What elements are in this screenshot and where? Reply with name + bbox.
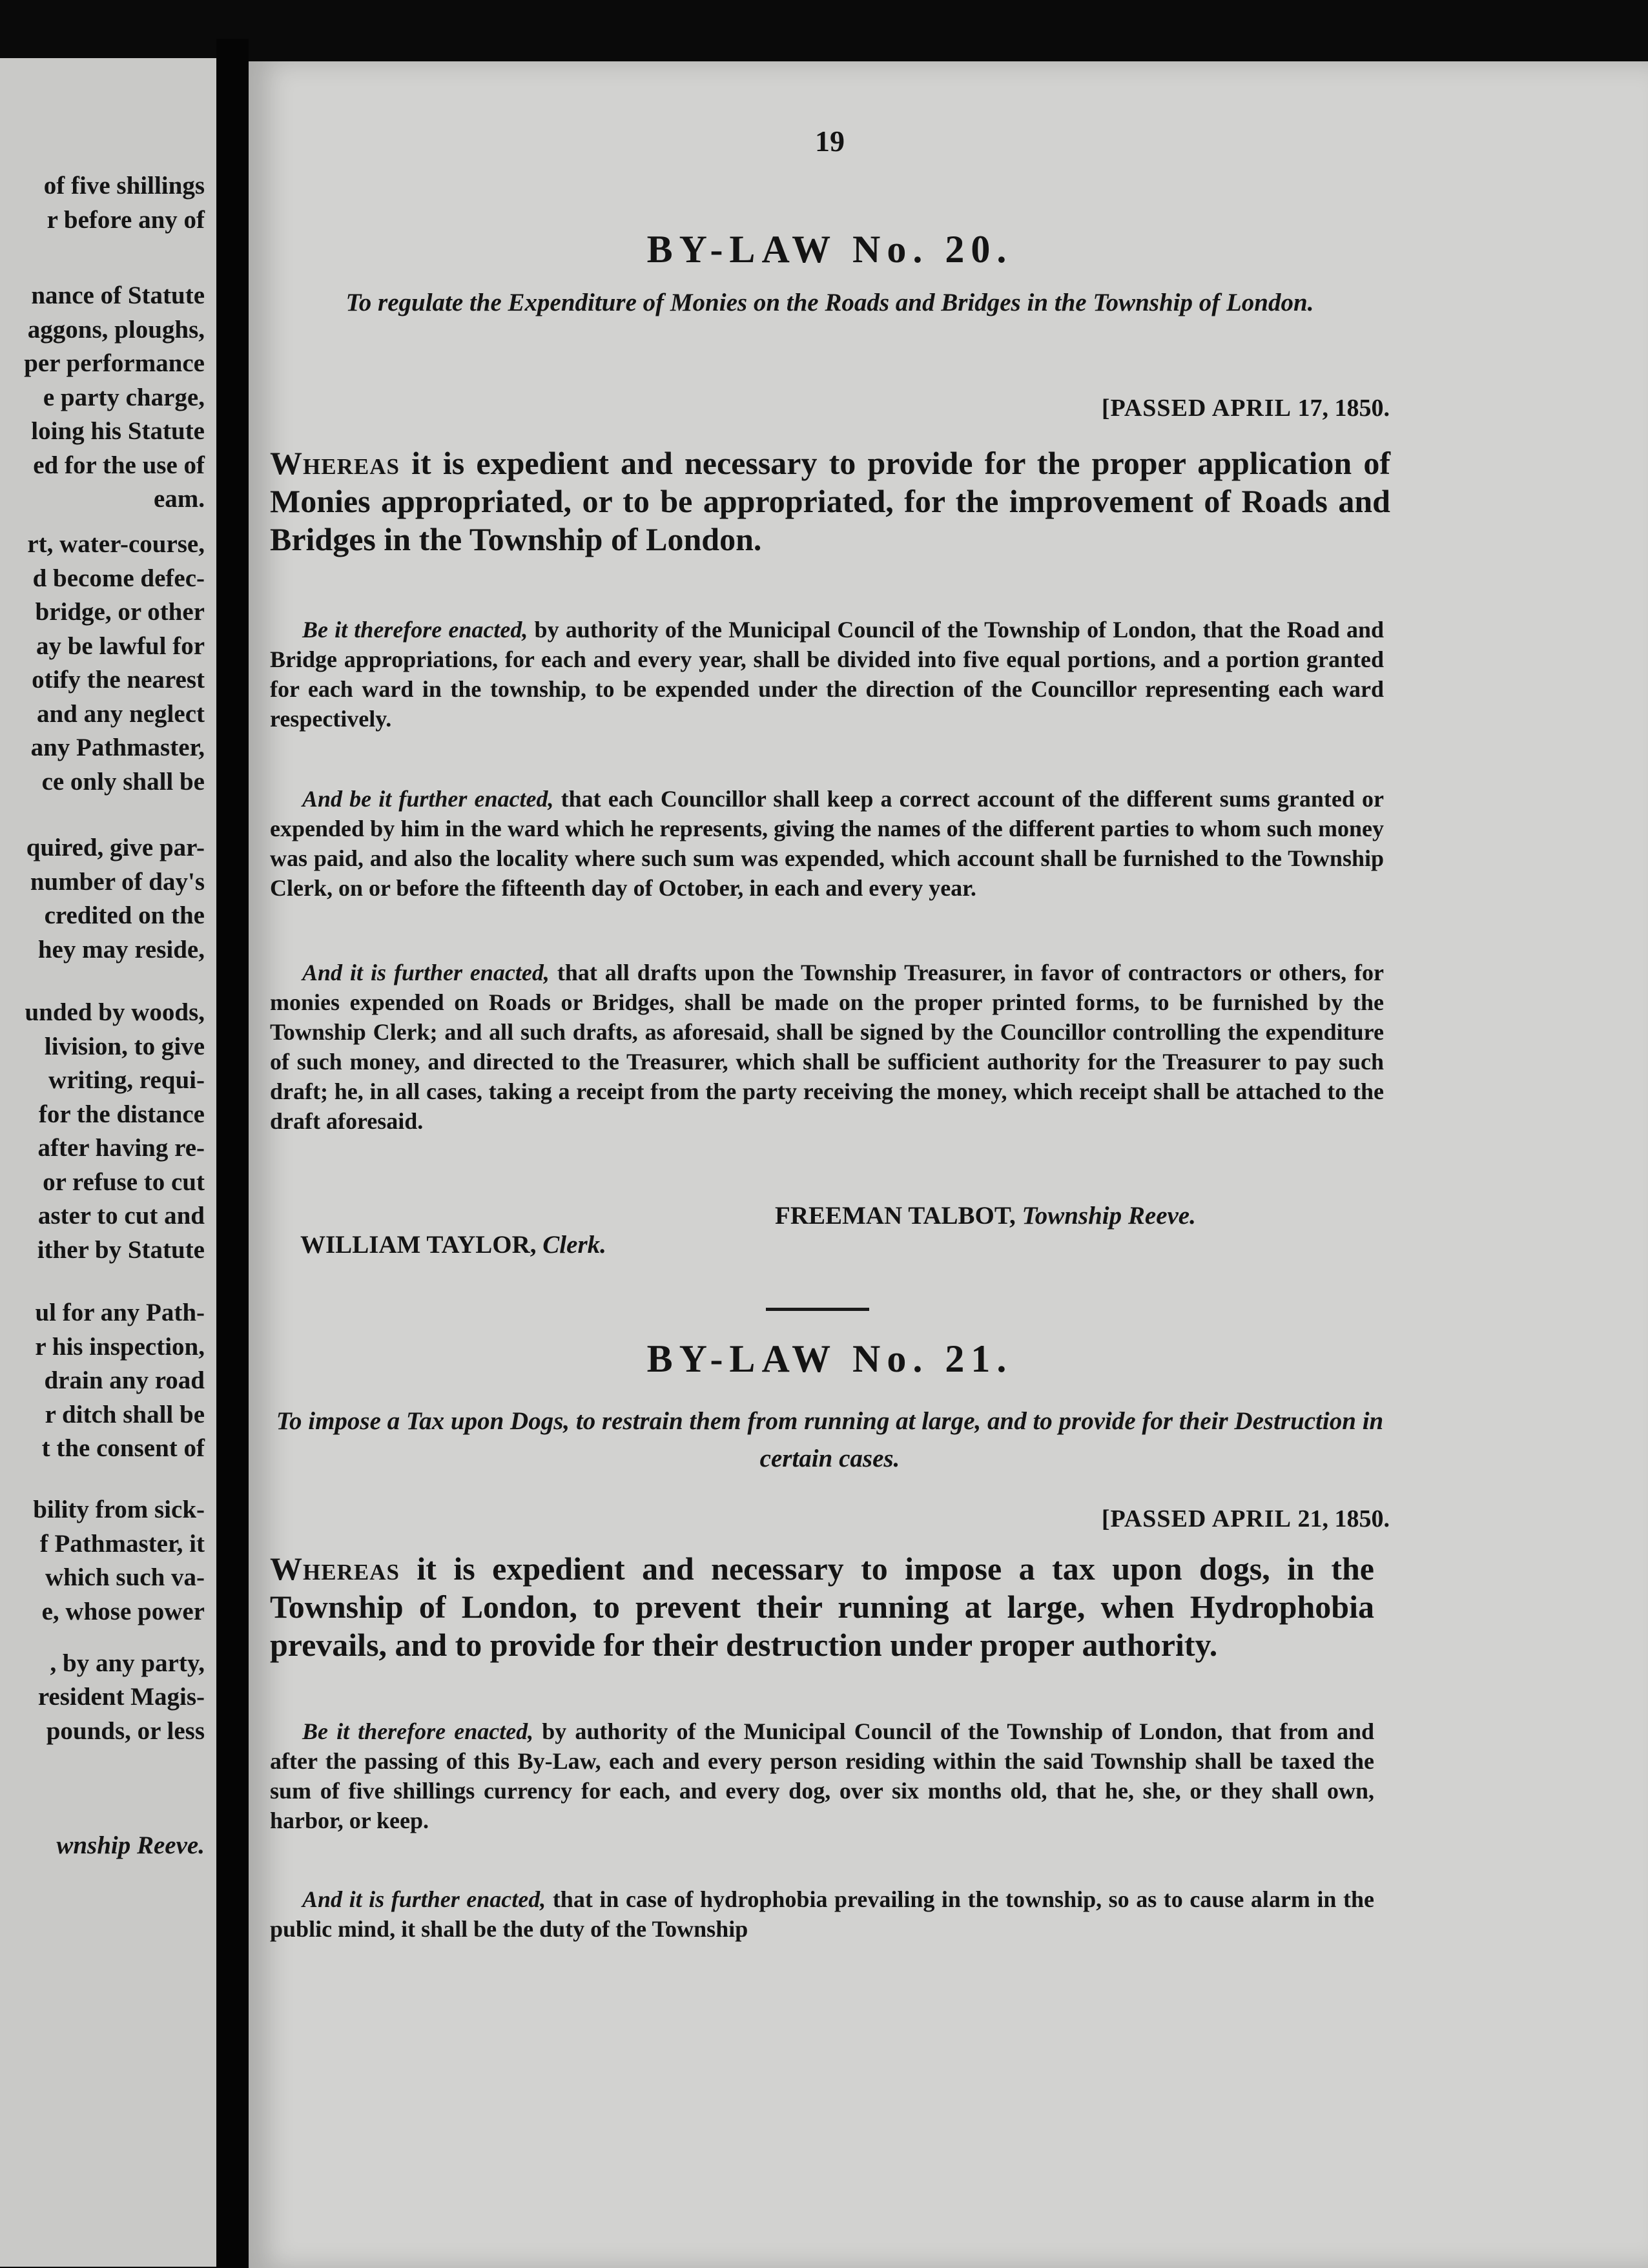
previous-page-line: rt, water-course,	[27, 530, 205, 558]
previous-page-line: ul for any Path-	[35, 1299, 205, 1326]
previous-page-line: of five shillings	[43, 172, 205, 200]
previous-page-line: eam.	[153, 485, 205, 513]
previous-page-line: ither by Statute	[37, 1236, 205, 1264]
bylaw-20-paragraph-3: And it is further enacted, that all drafts upon the Township Treasurer, in favor of contractors or others, for monies expended on Roads or Bridges, shall be made on the proper printed forms, to be furnished by the Township Clerk; and all such drafts, as aforesaid, shall be signed by the Councillor controlling the expenditure of such money, and directed to the Treasurer, which shall be sufficient authority for the Treasurer to pay such draft; he, in all cases, taking a receipt from the party receiving the money, which receipt shall be attached to the draft aforesaid.	[270, 960, 1384, 1134]
page-number: 19	[815, 125, 845, 158]
bylaw-20-passed-date: [PASSED APRIL 17, 1850.	[1101, 395, 1390, 422]
bylaw-20-paragraph-2: And be it further enacted, that each Councillor shall keep a correct account of the different sums granted or expended by him in the ward which he represents, giving the names of the different parties to whom such money was paid, and also the locality where such sum was expended, which account shall be furnished to the Township Clerk, on or before the fifteenth day of October, in each and every year.	[270, 786, 1384, 901]
previous-page-line: t the consent of	[41, 1434, 205, 1462]
bylaw-21-paragraph-2: And it is further enacted, that in case of hydrophobia prevailing in the township, so as to cause alarm in the public mind, it shall be the duty of the Township	[270, 1886, 1374, 1942]
previous-page-line: aster to cut and	[37, 1202, 205, 1230]
previous-page-line: bridge, or other	[35, 598, 205, 626]
previous-page-line: wnship Reeve.	[56, 1831, 205, 1859]
bylaw-21-paragraph-1: Be it therefore enacted, by authority of the Municipal Council of the Township of London, that from and after the passing of this By-Law, each and every person residing within the said Township shall be taxed the sum of five shillings currency for each, and every dog, over six months old, that he, she, or they shall own, harbor, or keep.	[270, 1718, 1374, 1833]
book-gutter	[216, 39, 249, 2268]
previous-page-line: ay be lawful for	[36, 632, 205, 660]
previous-page-line: or refuse to cut	[43, 1168, 205, 1196]
previous-page-line: per performance	[24, 349, 205, 377]
previous-page-line: f Pathmaster, it	[39, 1530, 205, 1558]
bylaw-21-passed-date: [PASSED APRIL 21, 1850.	[1101, 1505, 1390, 1532]
previous-page-line: after having re-	[37, 1134, 205, 1162]
clerk-signature: WILLIAM TAYLOR, Clerk.	[300, 1231, 606, 1259]
bylaw-20-paragraph-1: Be it therefore enacted, by authority of the Municipal Council of the Township of London, that the Road and Bridge appropriations, for each and every year, shall be divided into five equal portions, and a portion granted for each ward in the township, to be expended under the direction of the Councillor representing each ward respectively.	[270, 617, 1384, 732]
previous-page-line: hey may reside,	[37, 936, 205, 964]
previous-page-line: r ditch shall be	[45, 1401, 205, 1428]
previous-page-line: and any neglect	[36, 700, 205, 728]
previous-page-line: number of day's	[30, 868, 205, 896]
reeve-signature: FREEMAN TALBOT, Township Reeve.	[775, 1202, 1196, 1230]
bylaw-21-title: BY-LAW No. 21.	[646, 1337, 1013, 1380]
previous-page-line: which such va-	[45, 1563, 205, 1591]
previous-page-line: e, whose power	[41, 1598, 205, 1625]
previous-page-line: resident Magis-	[37, 1683, 205, 1711]
previous-page-line: ed for the use of	[33, 451, 205, 479]
previous-page-line: d become defec-	[32, 564, 205, 592]
previous-page-line: writing, requi-	[48, 1066, 205, 1094]
previous-page-line: quired, give par-	[26, 834, 205, 861]
previous-page-line: r before any of	[46, 206, 205, 234]
previous-page-line: ce only shall be	[41, 768, 205, 796]
bylaw-20-title: BY-LAW No. 20.	[646, 228, 1013, 271]
previous-page-line: nance of Statute	[31, 282, 205, 309]
previous-page-line: any Pathmaster,	[30, 734, 205, 761]
previous-page-line: unded by woods,	[25, 998, 205, 1026]
previous-page-line: pounds, or less	[46, 1717, 205, 1745]
bylaw-21-whereas: Whereas it is expedient and necessary to impose a tax upon dogs, in the Township of London, to prevent their running at large, when Hydrophobia prevails, and to provide for their destruction under proper authority.	[270, 1551, 1374, 1663]
previous-page-line: credited on the	[44, 902, 205, 929]
bylaw-20-whereas: Whereas it is expedient and necessary to provide for the proper application of Monies appropriated, or to be appropriated, for the improvement of Roads and Bridges in the Township of London.	[270, 445, 1390, 557]
previous-page-line: livision, to give	[44, 1033, 205, 1060]
previous-page-line: drain any road	[44, 1366, 205, 1394]
bylaw-20-subtitle: To regulate the Expenditure of Monies on the Roads and Bridges in the Township of London.	[345, 289, 1314, 316]
previous-page-line: bility from sick-	[33, 1496, 205, 1523]
previous-page-fragment	[0, 58, 216, 2267]
previous-page-line: for the distance	[38, 1100, 205, 1128]
previous-page-line: loing his Statute	[31, 417, 205, 445]
bylaw-21-subtitle: To impose a Tax upon Dogs, to restrain them from running at large, and to provide for their Destruction in certain cases.	[276, 1407, 1384, 1472]
previous-page-line: aggons, ploughs,	[27, 316, 205, 344]
previous-page-line: r his inspection,	[35, 1333, 205, 1361]
previous-page-line: e party charge,	[43, 384, 205, 411]
section-divider	[766, 1308, 869, 1311]
previous-page-line: , by any party,	[50, 1649, 205, 1677]
previous-page-line: otify the nearest	[32, 666, 205, 694]
